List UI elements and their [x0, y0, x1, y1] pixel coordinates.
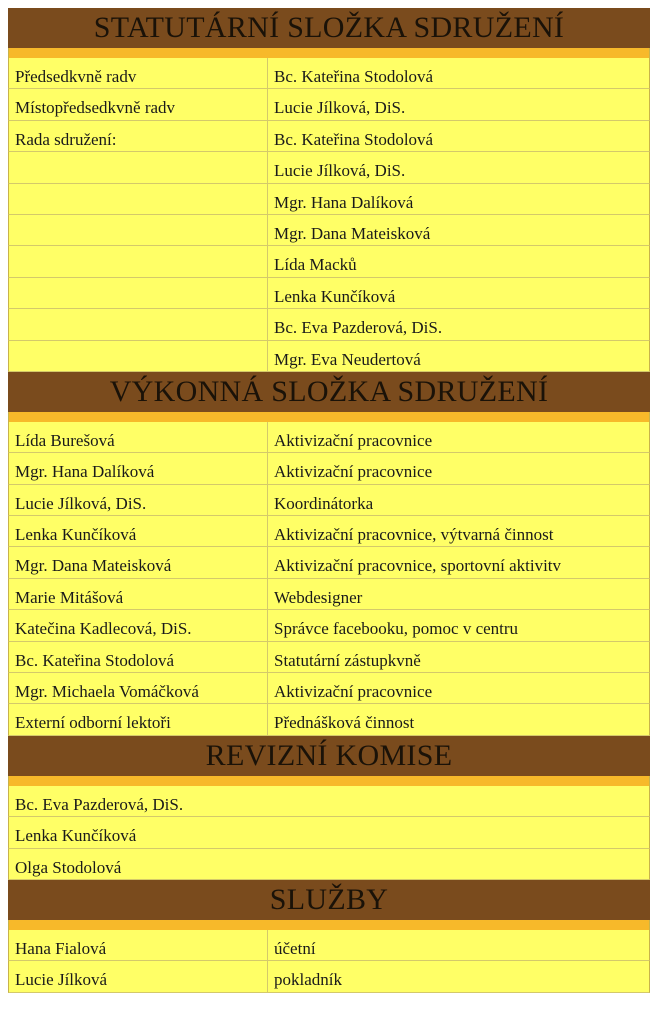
row-value: Mgr. Eva Neudertová: [274, 349, 421, 369]
member-name: Olga Stodolová: [15, 857, 122, 877]
member-name: Bc. Eva Pazderová, DiS.: [15, 794, 184, 814]
row-label: Lída Burešová: [9, 422, 268, 452]
table-row: [8, 547, 650, 578]
row-value: Aktivizační pracovnice, výtvarná činnost: [274, 525, 554, 545]
row-label: Lenka Kunčíková: [9, 516, 268, 546]
table-row: [8, 58, 650, 89]
table-row: [8, 849, 650, 880]
row-value: pokladník: [274, 970, 342, 990]
row-label: Místopředsedkvně radv: [9, 89, 268, 119]
table-row: [8, 341, 650, 372]
row-label: [9, 309, 268, 339]
row-label: Mgr. Hana Dalíková: [9, 453, 268, 483]
row-value: Správce facebooku, pomoc v centru: [274, 619, 519, 639]
table-row: [8, 610, 650, 641]
row-value: Bc. Kateřina Stodolová: [274, 67, 434, 86]
row-label: Hana Fialová: [9, 930, 268, 960]
table-row: [8, 579, 650, 610]
table-row: [8, 786, 650, 817]
row-value: Bc. Kateřina Stodolová: [274, 129, 434, 149]
row-label: Marie Mitášová: [9, 579, 268, 609]
section-divider: [8, 412, 650, 422]
organization-table: [8, 8, 650, 993]
section-header: SLUŽBY: [8, 880, 650, 920]
row-value: Aktivizační pracovnice: [274, 462, 433, 482]
table-row: [8, 516, 650, 547]
row-label: Mgr. Michaela Vomáčková: [9, 673, 268, 703]
section-divider: [8, 920, 650, 930]
section-header: REVIZNÍ KOMISE: [8, 736, 650, 776]
table-row: [8, 817, 650, 848]
table-row: [8, 704, 650, 735]
row-value: Lenka Kunčíková: [274, 286, 396, 306]
table-row: [8, 152, 650, 183]
table-row: [8, 961, 650, 992]
row-label: Předsedkvně radv: [9, 58, 268, 88]
table-row: [8, 278, 650, 309]
row-label: [9, 215, 268, 245]
row-value: Přednášková činnost: [274, 713, 415, 733]
table-row: [8, 673, 650, 704]
section-header: STATUTÁRNÍ SLOŽKA SDRUŽENÍ: [8, 8, 650, 48]
row-value: Lída Macků: [274, 255, 357, 275]
table-row: [8, 215, 650, 246]
row-value: Aktivizační pracovnice: [274, 682, 433, 702]
table-row: [8, 422, 650, 453]
table-row: [8, 121, 650, 152]
table-row: [8, 184, 650, 215]
table-row: [8, 930, 650, 961]
row-label: [9, 341, 268, 371]
member-name: Lenka Kunčíková: [15, 826, 137, 846]
row-label: Bc. Kateřina Stodolová: [9, 642, 268, 672]
row-label: [9, 278, 268, 308]
row-label: [9, 246, 268, 276]
table-row: [8, 89, 650, 120]
row-value: Statutární zástupkvně: [274, 650, 421, 670]
row-value: účetní: [274, 938, 316, 958]
row-value: Mgr. Dana Mateisková: [274, 223, 431, 243]
table-row: [8, 309, 650, 340]
row-label: Externí odborní lektoři: [9, 704, 268, 734]
row-value: Lucie Jílková, DiS.: [274, 98, 406, 118]
table-row: [8, 246, 650, 277]
row-label: Mgr. Dana Mateisková: [9, 547, 268, 577]
table-row: [8, 485, 650, 516]
row-label: [9, 184, 268, 214]
row-value: Koordinátorka: [274, 493, 374, 513]
row-value: Mgr. Hana Dalíková: [274, 192, 414, 212]
row-label: Lucie Jílková: [9, 961, 268, 991]
row-value: Bc. Eva Pazderová, DiS.: [274, 318, 443, 338]
table-row: [8, 453, 650, 484]
row-label: Lucie Jílková, DiS.: [9, 485, 268, 515]
table-row: [8, 642, 650, 673]
row-label: Rada sdružení:: [9, 121, 268, 151]
row-value: Aktivizační pracovnice: [274, 430, 433, 450]
section-divider: [8, 48, 650, 58]
row-value: Webdesigner: [274, 587, 363, 607]
row-value: Lucie Jílková, DiS.: [274, 161, 406, 181]
section-divider: [8, 776, 650, 786]
row-value: Aktivizační pracovnice, sportovní aktivitv: [274, 556, 562, 576]
row-label: Katečina Kadlecová, DiS.: [9, 610, 268, 640]
row-label: [9, 152, 268, 182]
section-header: VÝKONNÁ SLOŽKA SDRUŽENÍ: [8, 372, 650, 412]
